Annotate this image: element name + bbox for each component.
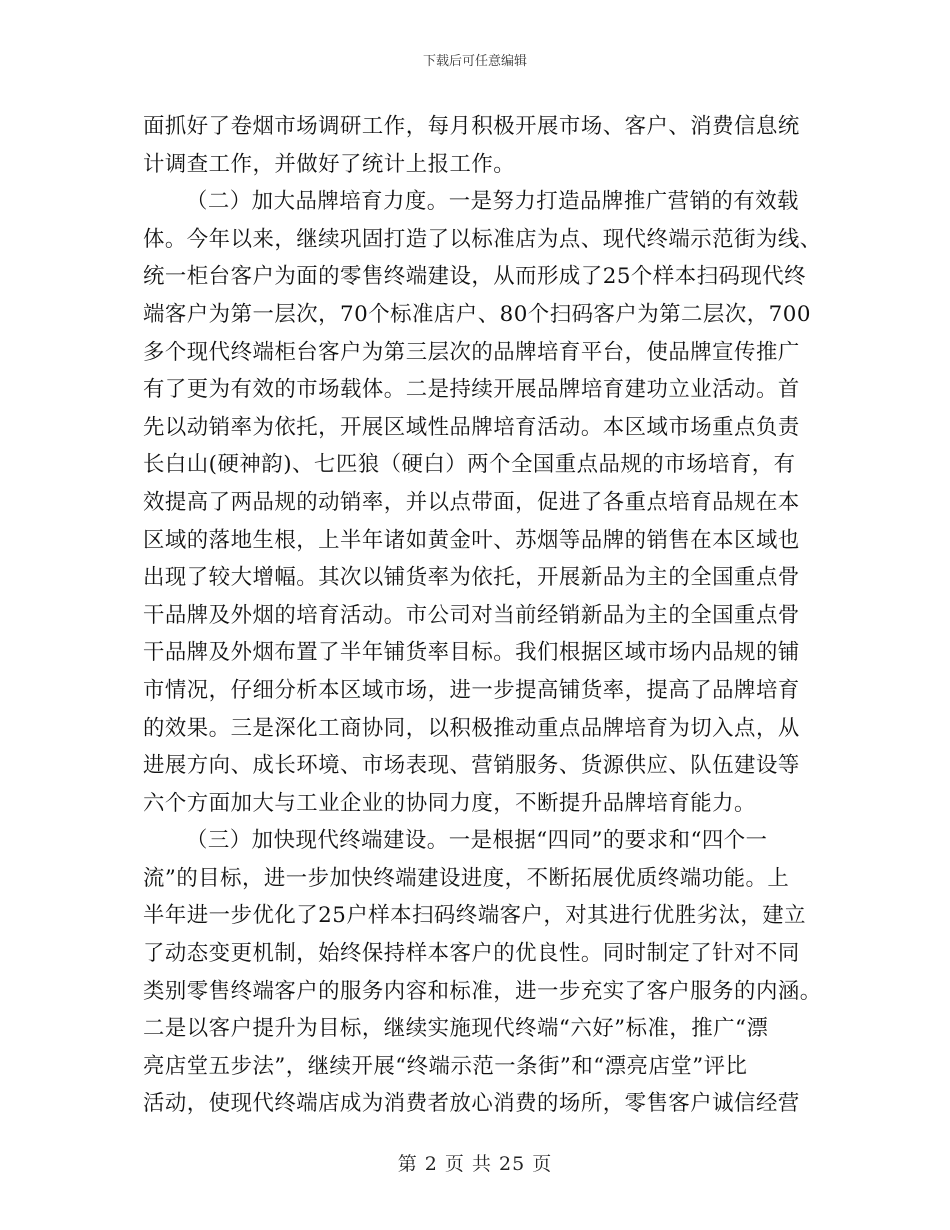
page-header: 下载后可任意编辑 [422, 54, 527, 69]
text-line: 的效果。三是深化工商协同，以积极推动重点品牌培育为切入点，从 [143, 715, 800, 741]
text-line: 长白山(硬神韵)、七匹狼（硬白）两个全国重点品规的市场培育，有 [143, 452, 796, 478]
text-line: 了动态变更机制，始终保持样本客户的优良性。同时制定了针对不同 [143, 941, 800, 967]
text-line: 干品牌及外烟的培育活动。市公司对当前经销新品为主的全国重点骨 [143, 602, 800, 628]
text-line: 进展方向、成长环境、市场表现、营销服务、货源供应、队伍建设等 [143, 753, 800, 779]
text-line: 半年进一步优化了25户样本扫码终端客户，对其进行优胜劣汰，建立 [143, 903, 807, 929]
text-line: 干品牌及外烟布置了半年铺货率目标。我们根据区域市场内品规的铺 [143, 640, 800, 666]
text-line: 体。今年以来，继续巩固打造了以标准店为点、现代终端示范街为线、 [143, 226, 822, 252]
text-line: 计调查工作，并做好了统计上报工作。 [143, 151, 516, 177]
text-line: 先以动销率为依托，开展区域性品牌培育活动。本区域市场重点负责 [143, 414, 800, 440]
text-line: 六个方面加大与工业企业的协同力度，不断提升品牌培育能力。 [143, 790, 756, 816]
text-line: 多个现代终端柜台客户为第三层次的品牌培育平台，使品牌宣传推广 [143, 339, 800, 365]
text-line: 端客户为第一层次，70个标准店户、80个扫码客户为第二层次，700 [143, 301, 811, 327]
paragraph-start-line: （三）加快现代终端建设。一是根据“四同”的要求和“四个一 [186, 828, 768, 854]
page-number-footer: 第 2 页 共 25 页 [397, 1153, 553, 1175]
text-line: 区域的落地生根，上半年诸如黄金叶、苏烟等品牌的销售在本区域也 [143, 527, 800, 553]
text-line: 出现了较大增幅。其次以铺货率为依托，开展新品为主的全国重点骨 [143, 565, 800, 591]
paragraph-start-line: （二）加大品牌培育力度。一是努力打造品牌推广营销的有效载 [186, 189, 799, 215]
text-line: 类别零售终端客户的服务内容和标准，进一步充实了客户服务的内涵。 [143, 978, 822, 1004]
text-line: 市情况，仔细分析本区域市场，进一步提高铺货率，提高了品牌培育 [143, 677, 800, 703]
text-line: 活动，使现代终端店成为消费者放心消费的场所，零售客户诚信经营 [143, 1091, 800, 1117]
text-line: 有了更为有效的市场载体。二是持续开展品牌培育建功立业活动。首 [143, 377, 800, 403]
document-body [143, 108, 822, 1123]
text-line: 统一柜台客户为面的零售终端建设，从而形成了25个样本扫码现代终 [143, 264, 807, 290]
text-line: 流”的目标，进一步加快终端建设进度，不断拓展优质终端功能。上 [143, 865, 790, 891]
text-line: 二是以客户提升为目标，继续实施现代终端“六好”标准，推广“漂 [143, 1016, 769, 1042]
text-line: 亮店堂五步法”，继续开展“终端示范一条街”和“漂亮店堂”评比 [143, 1053, 748, 1079]
text-line: 面抓好了卷烟市场调研工作，每月积极开展市场、客户、消费信息统 [143, 114, 800, 139]
text-line: 效提高了两品规的动销率，并以点带面，促进了各重点培育品规在本 [143, 489, 800, 515]
